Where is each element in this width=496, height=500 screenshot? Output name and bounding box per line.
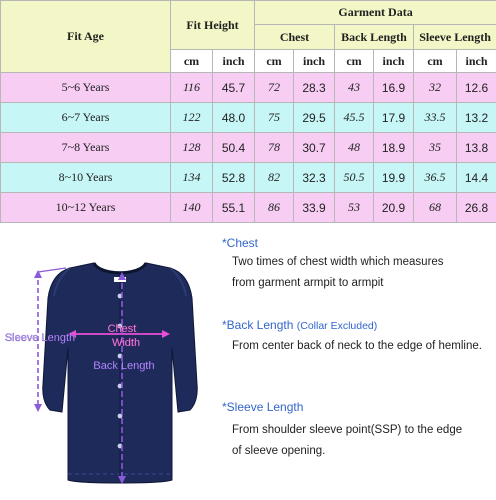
height-inch-cell: 45.7 (213, 73, 255, 103)
chest-cm-cell: 82 (255, 163, 294, 193)
fit-age-header: Fit Age (1, 1, 171, 73)
unit-cm: cm (171, 50, 213, 73)
chest-inch-cell: 33.9 (294, 193, 335, 223)
table-row (1, 163, 496, 193)
sleeve-inch-cell: 14.4 (457, 163, 496, 193)
sleeve-inch-cell: 13.2 (457, 103, 496, 133)
back-length-heading-note: (Collar Excluded) (296, 320, 378, 332)
height-cm-cell: 128 (171, 133, 213, 163)
chest-heading: *Chest (222, 236, 259, 250)
chest-cm-cell: 72 (255, 73, 294, 103)
back-inch-cell: 16.9 (374, 73, 414, 103)
unit-inch: inch (294, 50, 335, 73)
sleeve-inch-cell: 13.8 (457, 133, 496, 163)
sleeve-length-description-line2: of sleeve opening. (232, 445, 326, 457)
back-cm-cell: 53 (335, 193, 374, 223)
back-inch-cell: 20.9 (374, 193, 414, 223)
sleeve-length-description-line1: From shoulder sleeve point(SSP) to the edge (232, 424, 463, 436)
height-inch-cell: 50.4 (213, 133, 255, 163)
back-length-label: Back Length (93, 360, 155, 372)
back-inch-cell: 18.9 (374, 133, 414, 163)
back-length-description-line1: From center back of neck to the edge of hemline. (232, 340, 482, 352)
height-inch-cell: 52.8 (213, 163, 255, 193)
back-cm-cell: 45.5 (335, 103, 374, 133)
chest-header: Chest (255, 25, 335, 50)
age-cell: 8~10 Years (1, 163, 171, 193)
table-row (1, 193, 496, 223)
chest-inch-cell: 29.5 (294, 103, 335, 133)
fit-height-header: Fit Height (171, 1, 255, 50)
sleeve-length-header: Sleeve Length (414, 25, 496, 50)
back-cm-cell: 48 (335, 133, 374, 163)
height-inch-cell: 48.0 (213, 103, 255, 133)
chest-cm-cell: 75 (255, 103, 294, 133)
sleeve-length-description (222, 400, 490, 462)
table-row (1, 73, 496, 103)
sleeve-cm-cell: 35 (414, 133, 457, 163)
unit-cm: cm (414, 50, 457, 73)
height-cm-cell: 116 (171, 73, 213, 103)
table-row (1, 103, 496, 133)
back-inch-cell: 17.9 (374, 103, 414, 133)
back-length-header: Back Length (335, 25, 414, 50)
sleeve-length-heading: *Sleeve Length (222, 400, 304, 414)
chest-description-line2: from garment armpit to armpit (232, 277, 384, 289)
unit-inch: inch (374, 50, 414, 73)
garment-data-header: Garment Data (255, 1, 496, 25)
sleeve-inch-cell: 12.6 (457, 73, 496, 103)
height-cm-cell: 122 (171, 103, 213, 133)
sleeve-cm-cell: 68 (414, 193, 457, 223)
age-cell: 7~8 Years (1, 133, 171, 163)
height-inch-cell: 55.1 (213, 193, 255, 223)
sleeve-cm-cell: 36.5 (414, 163, 457, 193)
sleeve-inch-cell: 26.8 (457, 193, 496, 223)
age-cell: 5~6 Years (1, 73, 171, 103)
width-label: Width (111, 337, 141, 349)
unit-inch: inch (213, 50, 255, 73)
sleeve-cm-cell: 32 (414, 73, 457, 103)
unit-cm: cm (335, 50, 374, 73)
sleeve-cm-cell: 33.5 (414, 103, 457, 133)
back-length-heading-text: *Back Length (222, 318, 294, 332)
chest-description-line1: Two times of chest width which measures (232, 256, 444, 268)
chest-inch-cell: 32.3 (294, 163, 335, 193)
chest-description (222, 236, 490, 294)
height-cm-cell: 140 (171, 193, 213, 223)
sleeve-length-label: Sleeve Length (4, 332, 76, 344)
age-cell: 6~7 Years (1, 103, 171, 133)
chest-inch-cell: 30.7 (294, 133, 335, 163)
sweater-diagram (0, 232, 210, 500)
unit-inch: inch (457, 50, 496, 73)
chest-cm-cell: 86 (255, 193, 294, 223)
age-cell: 10~12 Years (1, 193, 171, 223)
chest-inch-cell: 28.3 (294, 73, 335, 103)
back-cm-cell: 50.5 (335, 163, 374, 193)
back-length-heading (222, 318, 490, 332)
back-cm-cell: 43 (335, 73, 374, 103)
chest-cm-cell: 78 (255, 133, 294, 163)
back-inch-cell: 19.9 (374, 163, 414, 193)
unit-cm: cm (255, 50, 294, 73)
chest-label: Chest (107, 323, 137, 335)
back-length-description (222, 318, 490, 357)
height-cm-cell: 134 (171, 163, 213, 193)
size-chart-table (0, 0, 496, 223)
sweater-illustration (43, 263, 197, 483)
table-row (1, 133, 496, 163)
